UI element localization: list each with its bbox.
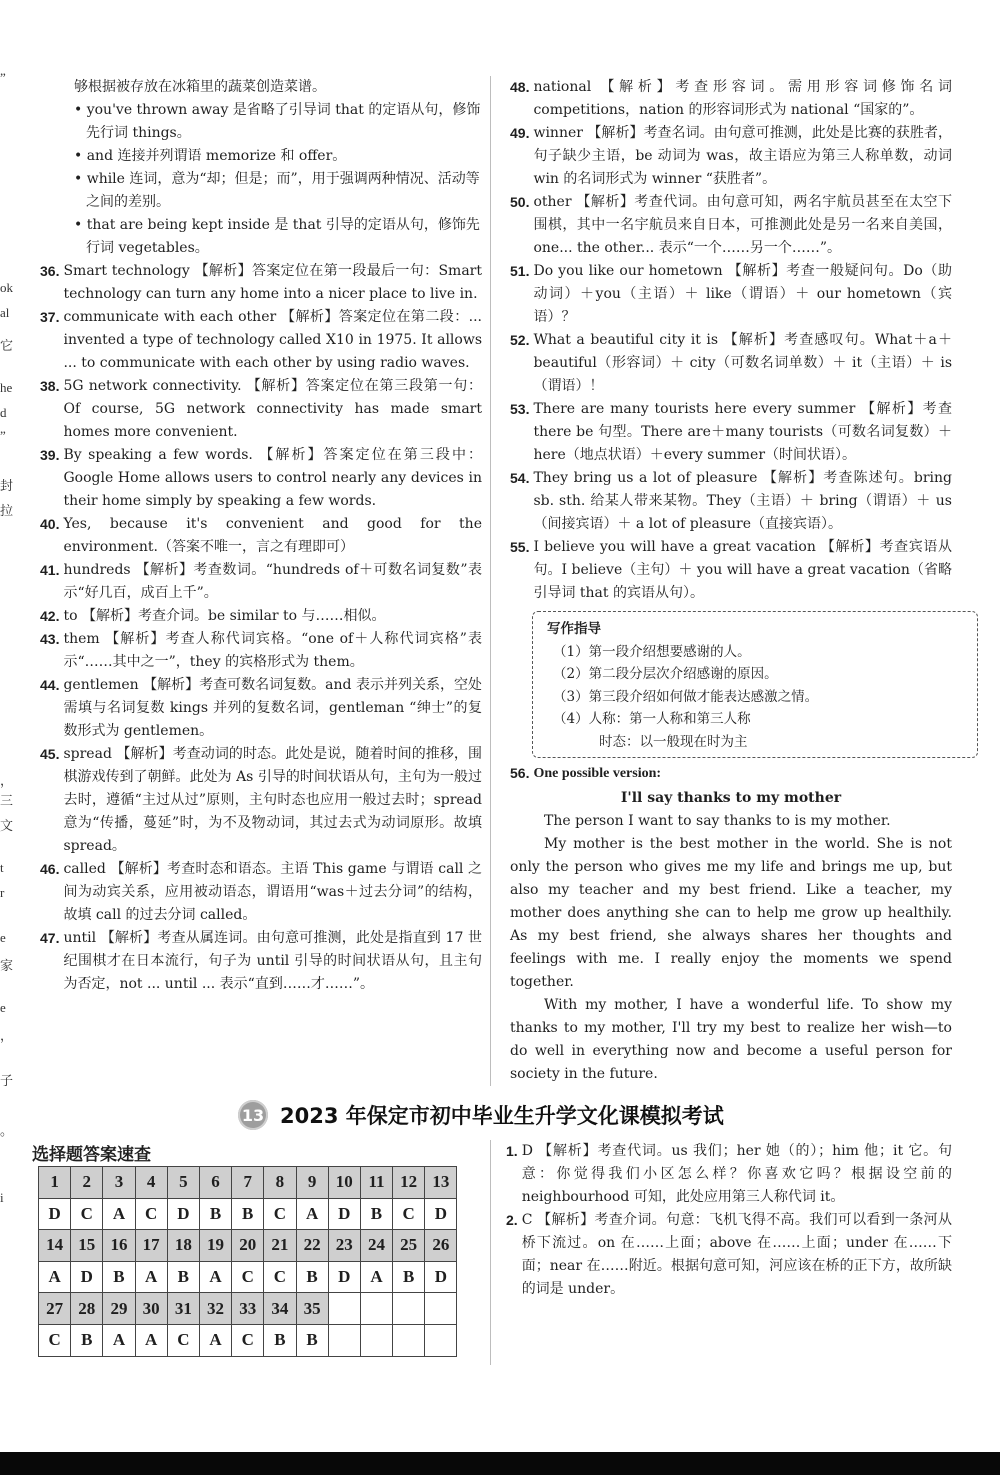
- question-number: 26: [425, 1230, 457, 1262]
- item-text: What a beautiful city it is 【解析】考查感叹句。What＋a＋beautiful（形容词）＋ city（可数名词单数）＋ it（主语）＋ is（谓语）！: [533, 332, 952, 394]
- item-text: They bring us a lot of pleasure 【解析】考查陈述句。bring sb. sth. 给某人带来某物。They（主语）＋ bring（谓语）＋ us（间接宾语）＋ a lot of pleasure（直接宾语）。: [533, 470, 952, 532]
- item-text: communicate with each other 【解析】答案定位在第二段：... invented a type of technology called X10 in 1975. It allows ... to communicate with each other by using radio waves.: [63, 309, 482, 371]
- writing-guide-line: 时态：以一般现在时为主: [599, 733, 748, 750]
- answer-letter: C: [264, 1261, 296, 1293]
- answer-letter: D: [328, 1198, 360, 1230]
- question-number: [393, 1293, 425, 1325]
- margin-fragment: 拉: [0, 503, 14, 518]
- margin-fragment: ，: [0, 773, 14, 788]
- answer-letter: B: [167, 1261, 199, 1293]
- question-number: 30: [135, 1293, 167, 1325]
- answer-letter: B: [232, 1198, 264, 1230]
- question-number: 35: [296, 1293, 328, 1325]
- margin-fragment: 子: [0, 1073, 14, 1088]
- item-text: By speaking a few words. 【解析】答案定位在第三段中：Google Home allows users to control nearly any devices in their home simply by speaking a few words.: [63, 447, 482, 509]
- answer-letter: C: [135, 1198, 167, 1230]
- item-text: other 【解析】考查代词。由句意可知，两名宇航员甚至在太空下围棋，其中一名宇航员来自日本，可推测此处是另一名来自美国，one... the other... 表示“一个……另一个……”。: [533, 194, 952, 256]
- column-divider: [490, 76, 491, 1086]
- margin-fragment: al: [0, 305, 10, 320]
- answer-letter: C: [39, 1324, 71, 1356]
- essay-title: I'll say thanks to my mother: [620, 790, 842, 806]
- answer-letter: A: [135, 1261, 167, 1293]
- bullet-item: • while 连词，意为“却；但是；而”，用于强调两种情况、活动等之间的差别。: [74, 171, 480, 210]
- answer-letter: C: [167, 1324, 199, 1356]
- margin-fragment: t: [0, 860, 4, 875]
- answer-letter: D: [425, 1198, 457, 1230]
- question-number: 33: [232, 1293, 264, 1325]
- answer-item: [510, 122, 952, 191]
- item-number: 56.: [510, 765, 530, 781]
- answer-item: [40, 927, 482, 996]
- answer-item: [40, 743, 482, 858]
- item-number: 40.: [40, 516, 60, 532]
- item-number: 36.: [40, 263, 60, 279]
- answer-letter: A: [103, 1324, 135, 1356]
- answer-table: [38, 1166, 457, 1357]
- margin-fragment: i: [0, 1190, 4, 1205]
- question-number: 21: [264, 1230, 296, 1262]
- answer-item: [40, 559, 482, 605]
- item-number: 51.: [510, 263, 530, 279]
- question-number: 18: [167, 1230, 199, 1262]
- question-number: 32: [199, 1293, 231, 1325]
- answer-item: [40, 260, 482, 306]
- margin-fragment: 三: [0, 793, 14, 808]
- answer-list: [510, 76, 952, 605]
- answer-number-row: [39, 1293, 457, 1325]
- question-number: 34: [264, 1293, 296, 1325]
- answer-letter: C: [71, 1198, 103, 1230]
- margin-fragment: 。: [0, 1123, 14, 1138]
- item-number: 55.: [510, 539, 530, 555]
- answer-letter: [425, 1324, 457, 1356]
- item-text: C 【解析】考查介词。句意：飞机飞得不高。我们可以看到一条河从桥下流过。on 在……上面；above 在……上面；under 在……下面；near 在……附近。根据句意可知，河应该在桥的正下方，故所缺的词是 under。: [521, 1212, 952, 1297]
- answer-letter: B: [71, 1324, 103, 1356]
- answer-item: [40, 306, 482, 375]
- item-number: 48.: [510, 79, 530, 95]
- answer-letter: D: [328, 1261, 360, 1293]
- answer-item: [40, 628, 482, 674]
- answer-letter: B: [103, 1261, 135, 1293]
- writing-guide-line: （2）第二段分层次介绍感谢的原因。: [553, 666, 778, 682]
- question-number: 12: [393, 1167, 425, 1199]
- margin-fragment: 封: [0, 478, 14, 493]
- answer-letter: A: [103, 1198, 135, 1230]
- question-number: 5: [167, 1167, 199, 1199]
- answer-item: [510, 329, 952, 398]
- item-number: 52.: [510, 332, 530, 348]
- answer-letter: B: [393, 1261, 425, 1293]
- item-number: 49.: [510, 125, 530, 141]
- essay-paragraph: With my mother, I have a wonderful life. To show my thanks to my mother, I'll try my best to realize her wish—to do well in everything now and become a useful person for society in the future.: [510, 997, 952, 1082]
- item-text: called 【解析】考查时态和语态。主语 This game 与谓语 call 之间为动宾关系，应用被动语态，谓语用“was＋过去分词”的结构，故填 call 的过去分词 called。: [63, 861, 482, 923]
- answer-item: [510, 536, 952, 605]
- writing-guide-line: （3）第三段介绍如何做才能表达感激之情。: [553, 688, 819, 705]
- item-text: 5G network connectivity. 【解析】答案定位在第三段第一句：Of course, 5G network connectivity has made smart homes more convenient.: [63, 378, 482, 440]
- item-number: 46.: [40, 861, 60, 877]
- answer-letter-row: [39, 1261, 457, 1293]
- question-number: 11: [360, 1167, 392, 1199]
- question-number: 31: [167, 1293, 199, 1325]
- margin-fragment: 文: [0, 818, 14, 833]
- section-header: [238, 1098, 724, 1132]
- answer-letter: B: [296, 1324, 328, 1356]
- answer-letter: D: [39, 1198, 71, 1230]
- answer-list: [40, 260, 482, 996]
- answer-letter: A: [135, 1324, 167, 1356]
- question-number: 29: [103, 1293, 135, 1325]
- question-number: 2: [71, 1167, 103, 1199]
- answer-item: [40, 674, 482, 743]
- answer-letter: A: [39, 1261, 71, 1293]
- answer-letter: B: [264, 1324, 296, 1356]
- answer-letter: A: [199, 1324, 231, 1356]
- question-number: [360, 1293, 392, 1325]
- answer-letter: A: [199, 1261, 231, 1293]
- answer-item: [40, 513, 482, 559]
- writing-guide-lines: [547, 641, 967, 754]
- answer-letter: [360, 1324, 392, 1356]
- question-number: 6: [199, 1167, 231, 1199]
- answer-item: [510, 191, 952, 260]
- margin-fragment: ok: [0, 280, 13, 295]
- answer-letter: A: [360, 1261, 392, 1293]
- answers-table-title: 选择题答案速查: [32, 1145, 151, 1165]
- question-number: 3: [103, 1167, 135, 1199]
- answer-letter: C: [232, 1324, 264, 1356]
- item-number: 53.: [510, 401, 530, 417]
- bottom-bar: [0, 1452, 1000, 1475]
- question-number: [328, 1293, 360, 1325]
- left-margin-cut-text: [0, 70, 14, 1450]
- item-number: 50.: [510, 194, 530, 210]
- item-text: winner 【解析】考查名词。由句意可推测，此处是比赛的获胜者，句子缺少主语，be 动词为 was，故主语应为第三人称单数，动词 win 的名词形式为 winner “获胜者”。: [533, 125, 952, 187]
- answer-item: [40, 605, 482, 628]
- item-number: 44.: [40, 677, 60, 693]
- margin-fragment: 家: [0, 958, 14, 973]
- question-number: 23: [328, 1230, 360, 1262]
- writing-guide-line: （4）人称：第一人称和第三人称: [553, 711, 751, 727]
- margin-fragment: ”: [0, 428, 6, 443]
- margin-fragment: ”: [0, 70, 6, 85]
- question-number: 14: [39, 1230, 71, 1262]
- bullet-item: • that are being kept inside 是 that 引导的定语从句，修饰先行词 vegetables。: [74, 217, 480, 256]
- question-number: 20: [232, 1230, 264, 1262]
- margin-fragment: he: [0, 380, 13, 395]
- item-text: I believe you will have a great vacation 【解析】考查宾语从句。I believe（主句）＋ you will have a great vacation（省略引导词 that 的宾语从句）。: [533, 539, 952, 601]
- item-number: 38.: [40, 378, 60, 394]
- answer-letter: C: [264, 1198, 296, 1230]
- answer-item: [506, 1209, 952, 1301]
- question-number: 17: [135, 1230, 167, 1262]
- question-number: 1: [39, 1167, 71, 1199]
- section-title: 2023 年保定市初中毕业生升学文化课模拟考试: [280, 1104, 724, 1128]
- item-number: 43.: [40, 631, 60, 647]
- question-number: 13: [425, 1167, 457, 1199]
- margin-fragment: r: [0, 885, 5, 900]
- answer-letter-row: [39, 1198, 457, 1230]
- answer-letter: B: [199, 1198, 231, 1230]
- essay-body: [510, 810, 952, 1086]
- margin-fragment: 它: [0, 338, 14, 353]
- item-text: gentlemen 【解析】考查可数名词复数。and 表示并列关系，空处需填与名词复数 kings 并列的复数名词，gentleman “绅士”的复数形式为 gentlemen。: [63, 677, 482, 739]
- question-number: 25: [393, 1230, 425, 1262]
- answer-item: [510, 260, 952, 329]
- essay-label: One possible version:: [533, 766, 662, 781]
- answer-letter: C: [393, 1198, 425, 1230]
- item-text: until 【解析】考查从属连词。由句意可推测，此处是指直到 17 世纪围棋才在日本流行，句子为 until 引导的时间状语从句，且主句为否定，not ... until ... 表示“直到……才……”。: [63, 930, 482, 992]
- question-number: 8: [264, 1167, 296, 1199]
- model-essay: [510, 762, 952, 1086]
- question-number: 7: [232, 1167, 264, 1199]
- question-number: 28: [71, 1293, 103, 1325]
- answer-letter: C: [232, 1261, 264, 1293]
- item-number: 54.: [510, 470, 530, 486]
- question-number: 19: [199, 1230, 231, 1262]
- essay-paragraph: My mother is the best mother in the world. She is not only the person who gives me my life and brings me up, but also my teacher and my best friend. Like a teacher, my mother does anything she can to help me grow up healthily. As my best friend, she always shares her thoughts and feelings with me. I really enjoy the moments we spend together.: [510, 836, 952, 990]
- answer-item: [40, 858, 482, 927]
- question-number: 15: [71, 1230, 103, 1262]
- answer-item: [510, 76, 952, 122]
- answer-letter: B: [296, 1261, 328, 1293]
- answer-item: [510, 467, 952, 536]
- answer-letter: [393, 1324, 425, 1356]
- item-number: 1.: [506, 1143, 518, 1159]
- question-number: 4: [135, 1167, 167, 1199]
- item-text: D 【解析】考查代词。us 我们；her 她（的）；him 他；it 它。句意：你觉得我们小区怎么样？你喜欢它吗？根据设空前的 neighbourhood 可知，此处应用第三人称代词 it。: [521, 1143, 952, 1205]
- margin-fragment: d: [0, 405, 7, 420]
- item-number: 47.: [40, 930, 60, 946]
- writing-guide-box: [532, 611, 978, 758]
- question-number: 10: [328, 1167, 360, 1199]
- bullet-item: • you've thrown away 是省略了引导词 that 的定语从句，修饰先行词 things。: [74, 102, 481, 141]
- item-text: national 【解析】考查形容词。需用形容词修饰名词 competitions，nation 的形容词形式为 national “国家的”。: [533, 79, 952, 118]
- writing-guide-line: （1）第一段介绍想要感谢的人。: [553, 643, 751, 660]
- writing-guide-title: 写作指导: [547, 621, 601, 636]
- margin-fragment: ，: [0, 1028, 14, 1043]
- item-number: 42.: [40, 608, 60, 624]
- answer-item: [40, 444, 482, 513]
- item-text: Smart technology 【解析】答案定位在第一段最后一句：Smart technology can turn any home into a nicer place to live in.: [63, 263, 482, 302]
- item-text: There are many tourists here every summer 【解析】考查 there be 句型。There are＋many tourists（可数名词复数）＋ here（地点状语）＋every summer（时间状语）。: [533, 401, 952, 463]
- section-answers-column: [506, 1140, 952, 1301]
- continuation-text: 够根据被存放在冰箱里的蔬菜创造菜谱。: [74, 79, 326, 95]
- answer-number-row: [39, 1230, 457, 1262]
- item-number: 39.: [40, 447, 60, 463]
- answer-number-row: [39, 1167, 457, 1199]
- margin-fragment: e: [0, 930, 6, 945]
- answer-letter: [328, 1324, 360, 1356]
- item-number: 2.: [506, 1212, 518, 1228]
- item-text: Do you like our hometown 【解析】考查一般疑问句。Do（助动词）＋you（主语）＋ like（谓语）＋ our hometown（宾语）？: [533, 263, 952, 325]
- question-number: 22: [296, 1230, 328, 1262]
- question-number: 9: [296, 1167, 328, 1199]
- item-number: 41.: [40, 562, 60, 578]
- answer-letter: B: [360, 1198, 392, 1230]
- section-number-badge: 13: [238, 1100, 268, 1130]
- bullet-item: • and 连接并列谓语 memorize 和 offer。: [74, 148, 347, 164]
- item-number: 45.: [40, 746, 60, 762]
- item-text: hundreds 【解析】考查数词。“hundreds of＋可数名词复数”表示“好几百，成百上千”。: [63, 562, 482, 601]
- item-number: 37.: [40, 309, 60, 325]
- answer-letter: D: [425, 1261, 457, 1293]
- item-text: to 【解析】考查介词。be similar to 与……相似。: [63, 608, 386, 624]
- margin-fragment: e: [0, 1000, 6, 1015]
- question-number: [425, 1293, 457, 1325]
- answer-item: [510, 398, 952, 467]
- answer-letter: D: [167, 1198, 199, 1230]
- column-divider: [490, 1140, 491, 1365]
- question-number: 24: [360, 1230, 392, 1262]
- answer-item: [506, 1140, 952, 1209]
- item-text: Yes, because it's convenient and good for the environment.（答案不唯一，言之有理即可）: [63, 516, 482, 555]
- question-number: 16: [103, 1230, 135, 1262]
- item-text: them 【解析】考查人称代词宾格。“one of＋人称代词宾格”表示“……其中之一”，they 的宾格形式为 them。: [63, 631, 482, 670]
- question-number: 27: [39, 1293, 71, 1325]
- answer-letter: A: [296, 1198, 328, 1230]
- left-column: [40, 76, 482, 996]
- answer-letter: D: [71, 1261, 103, 1293]
- bullet-list: [40, 99, 482, 260]
- essay-paragraph: The person I want to say thanks to is my mother.: [544, 813, 891, 829]
- item-text: spread 【解析】考查动词的时态。此处是说，随着时间的推移，围棋游戏传到了朝鲜。此处为 As 引导的时间状语从句，主句为一般过去时，遵循“主过从过”原则，主句时态也应用一般过去时；spread 意为“传播，蔓延”时，为不及物动词，其过去式为动词原形。故填 spread。: [63, 746, 482, 854]
- answer-item: [40, 375, 482, 444]
- right-column: [510, 76, 952, 1086]
- answer-letter-row: [39, 1324, 457, 1356]
